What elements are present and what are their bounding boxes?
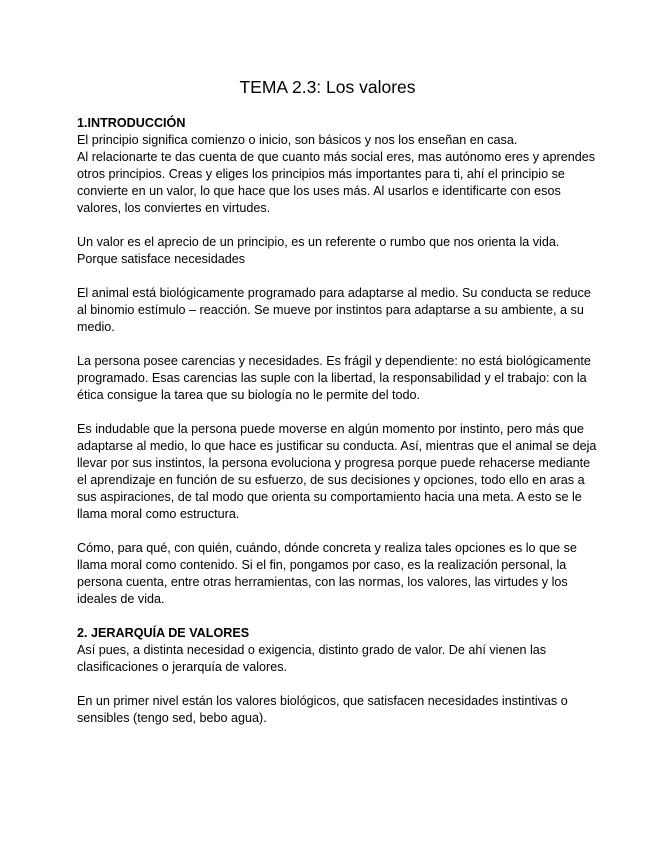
page-title: TEMA 2.3: Los valores [239,77,416,97]
paragraph: Es indudable que la persona puede moverse en algún momento por instinto, pero más que adaptarse al medio, lo que hace es justificar su conducta. Así, mientras que el animal se deja llevar por sus instintos, la persona evoluciona y progresa porque puede rehacerse mediante el aprendizaje en función de su esfuerzo, de sus decisiones y opciones, todo ello en aras a sus aspiraciones, de tal modo que orienta su comportamiento hacia una meta. A esto se le llama moral como estructura. [77,422,597,521]
paragraph: Así pues, a distinta necesidad o exigencia, distinto grado de valor. De ahí vienen las clasificaciones o jerarquía de valores. [77,643,547,674]
section-heading-introduccion: 1.INTRODUCCIÓN [77,116,186,130]
paragraph: Un valor es el aprecio de un principio, es un referente o rumbo que nos orienta la vida. Porque satisface necesidades [77,235,560,266]
paragraph: Cómo, para qué, con quién, cuándo, dónde concreta y realiza tales opciones es lo que se llama moral como contenido. Si el fin, pongamos por caso, es la realización personal, la persona cuenta, entre otras herramientas, con las normas, los valores, las virtudes y los ideales de vida. [77,541,577,606]
paragraph: El principio significa comienzo o inicio, son básicos y nos los enseñan en casa. [77,133,518,147]
paragraph: El animal está biológicamente programado para adaptarse al medio. Su conducta se reduce al binomio estímulo – reacción. Se mueve por instintos para adaptarse a su ambiente, a su medio. [77,286,591,334]
paragraph: En un primer nivel están los valores biológicos, que satisfacen necesidades instintivas o sensibles (tengo sed, bebo agua). [77,694,568,725]
document-body [77,115,597,744]
paragraph: Al relacionarte te das cuenta de que cuanto más social eres, mas autónomo eres y aprendes otros principios. Creas y eliges los principios más importantes para ti, ahí el principio se convierte en un valor, lo que hace que los uses más. Al usarlos e identificarte con esos valores, los conviertes en virtudes. [77,150,596,215]
section-heading-jerarquia: 2. JERARQUÍA DE VALORES [77,626,250,640]
paragraph: La persona posee carencias y necesidades. Es frágil y dependiente: no está biológicamente programado. Esas carencias las suple con la libertad, la responsabilidad y el trabajo: con la ética consigue la tarea que su biología no le permite del todo. [77,354,591,402]
